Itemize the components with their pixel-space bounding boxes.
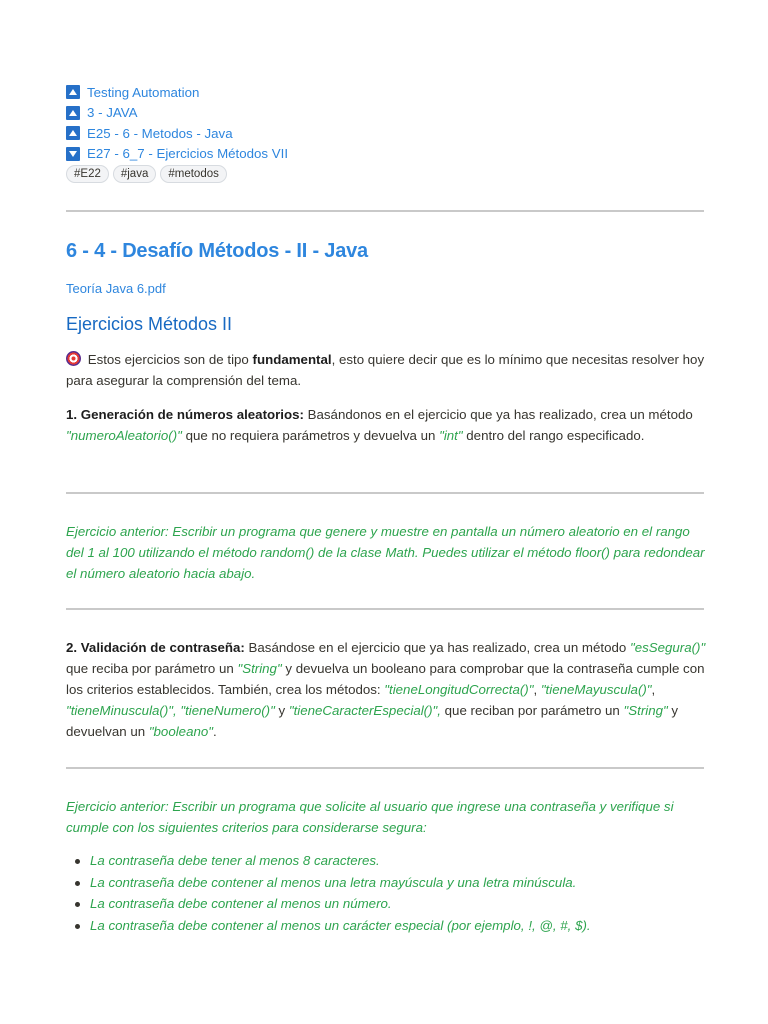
breadcrumb-link[interactable] [66, 123, 288, 144]
list-item: La contraseña debe contener al menos un carácter especial (por ejemplo, !, @, #, $). [66, 915, 706, 937]
code-ref: "int" [439, 428, 463, 443]
divider [66, 210, 704, 212]
pdf-link[interactable]: Teoría Java 6.pdf [66, 281, 166, 296]
criteria-list [66, 850, 706, 937]
breadcrumb-label: 3 - JAVA [87, 105, 138, 121]
exercise-1-paragraph: 1. Generación de números aleatorios: Basándonos en el ejercicio que ya has realizado, crea un método "numeroAleatorio()" que no requiera parámetros y devuelva un "int" dentro del rango especificado. [66, 407, 693, 443]
code-ref: "tieneLongitudCorrecta()" [384, 682, 534, 697]
exercise-2-paragraph: 2. Validación de contraseña: Basándose en el ejercicio que ya has realizado, crea un método "esSegura()" que reciba por parámetro un "String" y devuelva un booleano para comprobar que la contraseña cumple con los criterios establecidos. También, crea los métodos: "tieneLongitudCorrecta()", "tieneMayuscula()", "tieneMinuscula()", "tieneNumero()" y "tieneCaracterEspecial()", que reciban por parámetro un "String" y devuelvan un "booleano". [66, 640, 706, 739]
triangle-down-icon [66, 147, 80, 161]
divider [66, 608, 704, 610]
code-ref: "tieneNumero()" [180, 703, 275, 718]
tag[interactable]: #metodos [160, 165, 227, 183]
code-ref: "booleano" [148, 724, 213, 739]
code-ref: "tieneCaracterEspecial()", [288, 703, 441, 718]
tag-list [66, 165, 227, 183]
breadcrumb-label: E27 - 6_7 - Ejercicios Métodos VII [87, 146, 289, 162]
divider [66, 767, 704, 769]
breadcrumb-label: Testing Automation [87, 84, 200, 100]
code-ref: "tieneMinuscula()", [66, 703, 177, 718]
code-ref: "String" [237, 661, 282, 676]
tag[interactable]: #java [113, 165, 157, 183]
code-ref: "String" [623, 703, 668, 718]
previous-exercise-2: Ejercicio anterior: Escribir un programa que solicite al usuario que ingrese una contraseña y verifique si cumple con los siguientes criterios para considerarse segura: [66, 799, 674, 835]
divider [66, 492, 704, 494]
list-item: La contraseña debe tener al menos 8 caracteres. [66, 850, 706, 872]
code-ref: "tieneMayuscula()" [540, 682, 652, 697]
section-heading: Ejercicios Métodos II [66, 314, 233, 334]
code-ref: "numeroAleatorio()" [66, 428, 182, 443]
list-item: La contraseña debe contener al menos una letra mayúscula y una letra minúscula. [66, 872, 706, 894]
target-icon [66, 351, 81, 366]
exercise-2-heading: 2. Validación de contraseña: [66, 640, 245, 655]
breadcrumb [66, 82, 288, 164]
breadcrumb-link[interactable] [66, 103, 288, 124]
breadcrumb-link[interactable] [66, 82, 288, 103]
intro-paragraph: Estos ejercicios son de tipo fundamental, esto quiere decir que es lo mínimo que necesitas resolver hoy para asegurar la comprensión del tema. [66, 352, 705, 388]
tag[interactable]: #E22 [66, 165, 109, 183]
page-title: 6 - 4 - Desafío Métodos - II - Java [66, 240, 368, 262]
list-item: La contraseña debe contener al menos un número. [66, 893, 706, 915]
code-ref: "esSegura()" [629, 640, 706, 655]
exercise-1-heading: 1. Generación de números aleatorios: [66, 407, 304, 422]
triangle-up-icon [66, 85, 80, 99]
breadcrumb-link[interactable] [66, 144, 288, 165]
triangle-up-icon [66, 126, 80, 140]
previous-exercise-1: Ejercicio anterior: Escribir un programa que genere y muestre en pantalla un número aleatorio en el rango del 1 al 100 utilizando el método random() de la clase Math. Puedes utilizar el método floor() para redondear el número aleatorio hacia abajo. [66, 524, 705, 581]
triangle-up-icon [66, 106, 80, 120]
breadcrumb-label: E25 - 6 - Metodos - Java [87, 125, 233, 141]
